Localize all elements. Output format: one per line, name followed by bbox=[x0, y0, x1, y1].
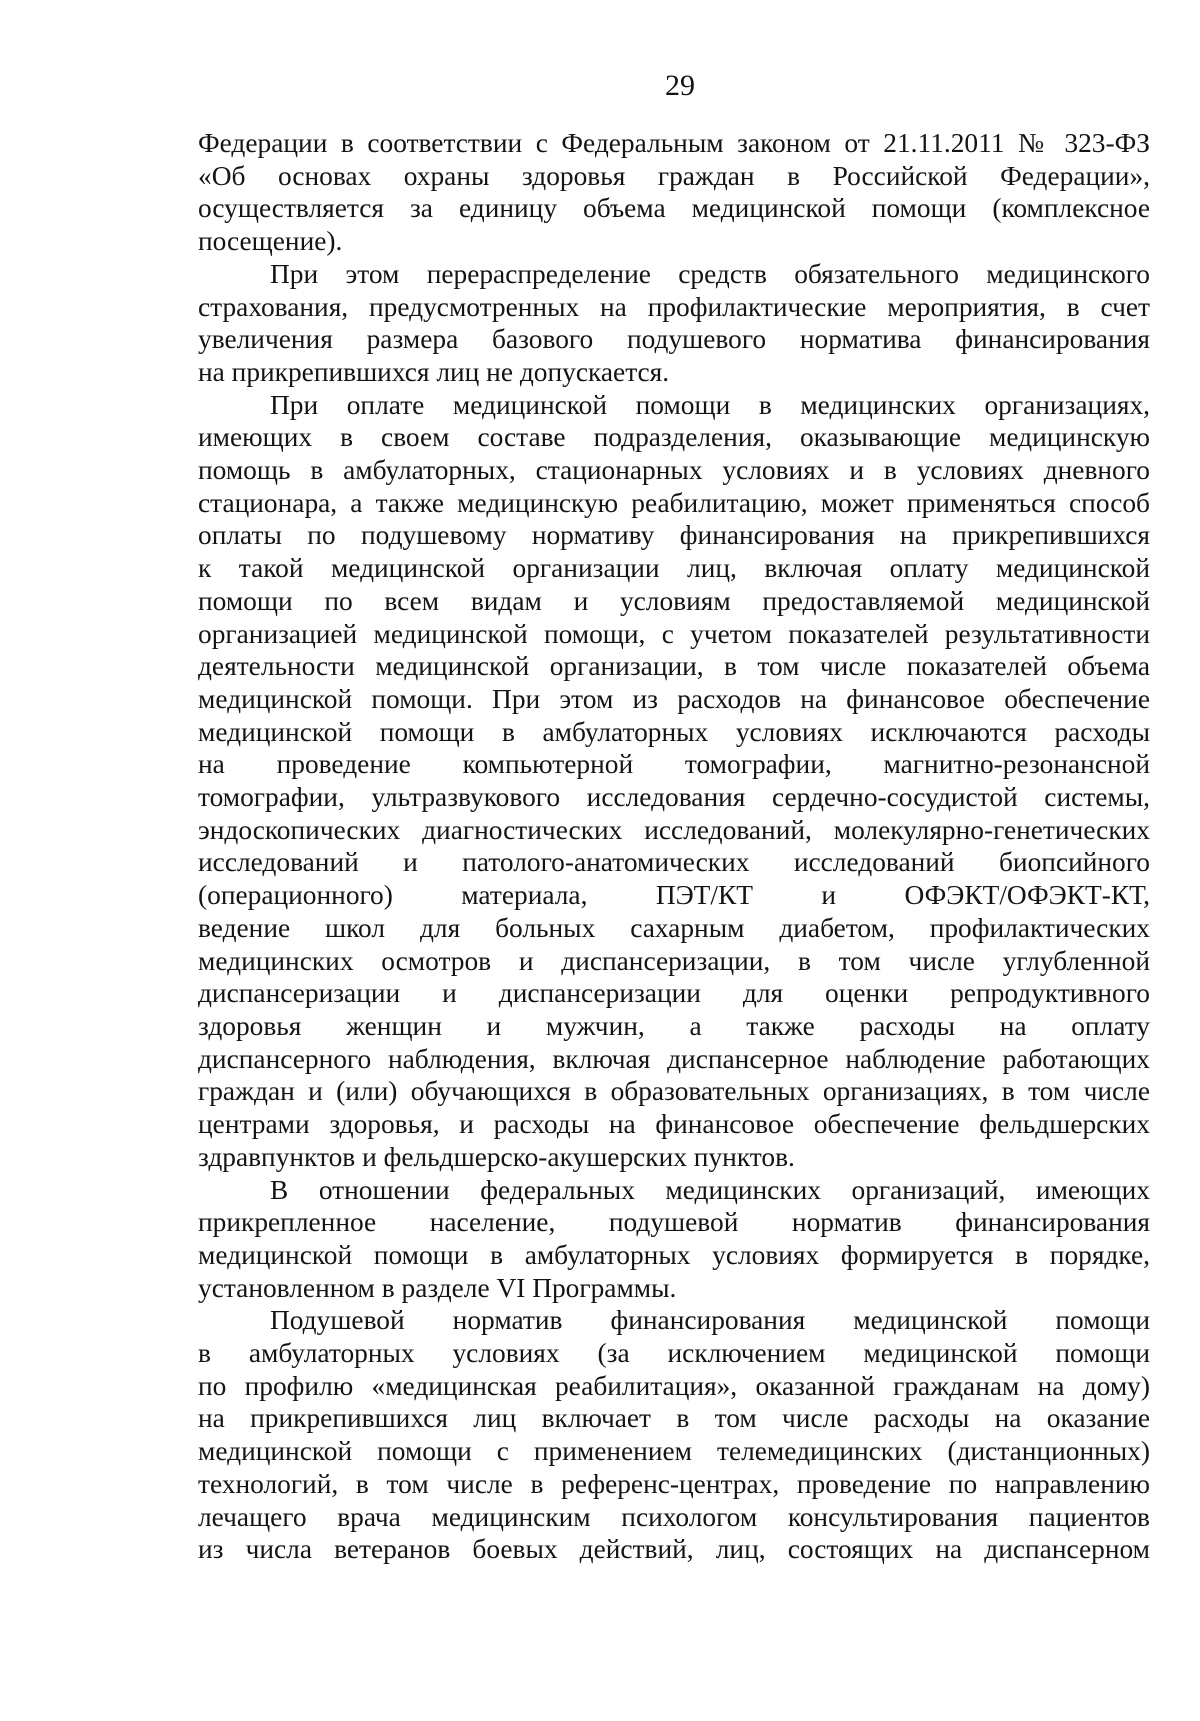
text-line: посещение). bbox=[198, 226, 343, 257]
text-line: здравпунктов и фельдшерско-акушерских пунктов. bbox=[198, 1141, 795, 1172]
text-line: деятельности медицинской организации, в том числе показателей объема bbox=[198, 651, 1150, 682]
text-line: медицинской помощи в амбулаторных условиях исключаются расходы bbox=[198, 716, 1150, 747]
text-line: на прикрепившихся лиц не допускается. bbox=[198, 356, 670, 387]
text-line: центрами здоровья, и расходы на финансовое обеспечение фельдшерских bbox=[198, 1109, 1150, 1140]
text-line: эндоскопических диагностических исследований, молекулярно-генетических bbox=[198, 814, 1150, 845]
text-line: в амбулаторных условиях (за исключением медицинской помощи bbox=[198, 1338, 1150, 1369]
text-line: технологий, в том числе в референс-центрах, проведение по направлению bbox=[198, 1468, 1150, 1499]
text-line: оплаты по подушевому нормативу финансирования на прикрепившихся bbox=[198, 520, 1150, 551]
text-line: граждан и (или) обучающихся в образовательных организациях, в том числе bbox=[198, 1076, 1150, 1107]
text-line: увеличения размера базового подушевого норматива финансирования bbox=[198, 324, 1150, 355]
paragraph bbox=[198, 1304, 1150, 1566]
text-line: ведение школ для больных сахарным диабетом, профилактических bbox=[198, 912, 1150, 943]
text-line: Подушевой норматив финансирования медицинской помощи bbox=[270, 1305, 1150, 1336]
text-line: (операционного) материала, ПЭТ/КТ и ОФЭКТ/ОФЭКТ-КТ, bbox=[198, 880, 1150, 911]
text-line: медицинской помощи с применением телемедицинских (дистанционных) bbox=[198, 1436, 1150, 1467]
text-line: В отношении федеральных медицинских организаций, имеющих bbox=[270, 1174, 1150, 1205]
text-line: страхования, предусмотренных на профилактические мероприятия, в счет bbox=[198, 291, 1150, 322]
text-line: на прикрепившихся лиц включает в том числе расходы на оказание bbox=[198, 1403, 1150, 1434]
text-line: При оплате медицинской помощи в медицинских организациях, bbox=[270, 389, 1150, 420]
paragraph bbox=[198, 258, 1150, 389]
text-line: Федерации в соответствии с Федеральным законом от 21.11.2011 № 323-ФЗ bbox=[198, 128, 1150, 158]
text-line: помощи по всем видам и условиям предоставляемой медицинской bbox=[198, 585, 1150, 616]
paragraph bbox=[198, 389, 1150, 1174]
text-line: томографии, ультразвукового исследования сердечно-сосудистой системы, bbox=[198, 782, 1150, 813]
text-line: «Об основах охраны здоровья граждан в Российской Федерации», bbox=[198, 160, 1150, 191]
text-line: по профилю «медицинская реабилитация», оказанной гражданам на дому) bbox=[198, 1370, 1150, 1401]
text-line: диспансеризации и диспансеризации для оценки репродуктивного bbox=[198, 978, 1150, 1009]
text-line: организацией медицинской помощи, с учетом показателей результативности bbox=[198, 618, 1150, 649]
text-line: прикрепленное население, подушевой норматив финансирования bbox=[198, 1207, 1150, 1238]
text-line: осуществляется за единицу объема медицинской помощи (комплексное bbox=[198, 193, 1150, 224]
text-line: помощь в амбулаторных, стационарных условиях и в условиях дневного bbox=[198, 455, 1150, 486]
text-line: к такой медицинской организации лиц, включая оплату медицинской bbox=[198, 553, 1150, 584]
text-line: на проведение компьютерной томографии, магнитно-резонансной bbox=[198, 749, 1150, 780]
page-number: 29 bbox=[665, 69, 695, 102]
text-line: из числа ветеранов боевых действий, лиц, состоящих на диспансерном bbox=[198, 1534, 1150, 1565]
text-line: медицинских осмотров и диспансеризации, в том числе углубленной bbox=[198, 945, 1150, 976]
text-line: здоровья женщин и мужчин, а также расходы на оплату bbox=[198, 1010, 1150, 1041]
text-line: медицинской помощи в амбулаторных условиях формируется в порядке, bbox=[198, 1239, 1150, 1270]
paragraph bbox=[198, 127, 1150, 258]
text-line: исследований и патолого-анатомических исследований биопсийного bbox=[198, 847, 1150, 878]
text-line: При этом перераспределение средств обязательного медицинского bbox=[270, 258, 1150, 289]
text-line: лечащего врача медицинским психологом консультирования пациентов bbox=[198, 1501, 1150, 1532]
text-line: имеющих в своем составе подразделения, оказывающие медицинскую bbox=[198, 422, 1150, 453]
text-line: медицинской помощи. При этом из расходов на финансовое обеспечение bbox=[198, 683, 1150, 714]
text-line: установленном в разделе VI Программы. bbox=[198, 1272, 677, 1303]
text-line: стационара, а также медицинскую реабилитацию, может применяться способ bbox=[198, 487, 1150, 518]
document-body bbox=[198, 127, 1150, 1566]
text-line: диспансерного наблюдения, включая диспансерное наблюдение работающих bbox=[198, 1043, 1150, 1074]
paragraph bbox=[198, 1174, 1150, 1305]
